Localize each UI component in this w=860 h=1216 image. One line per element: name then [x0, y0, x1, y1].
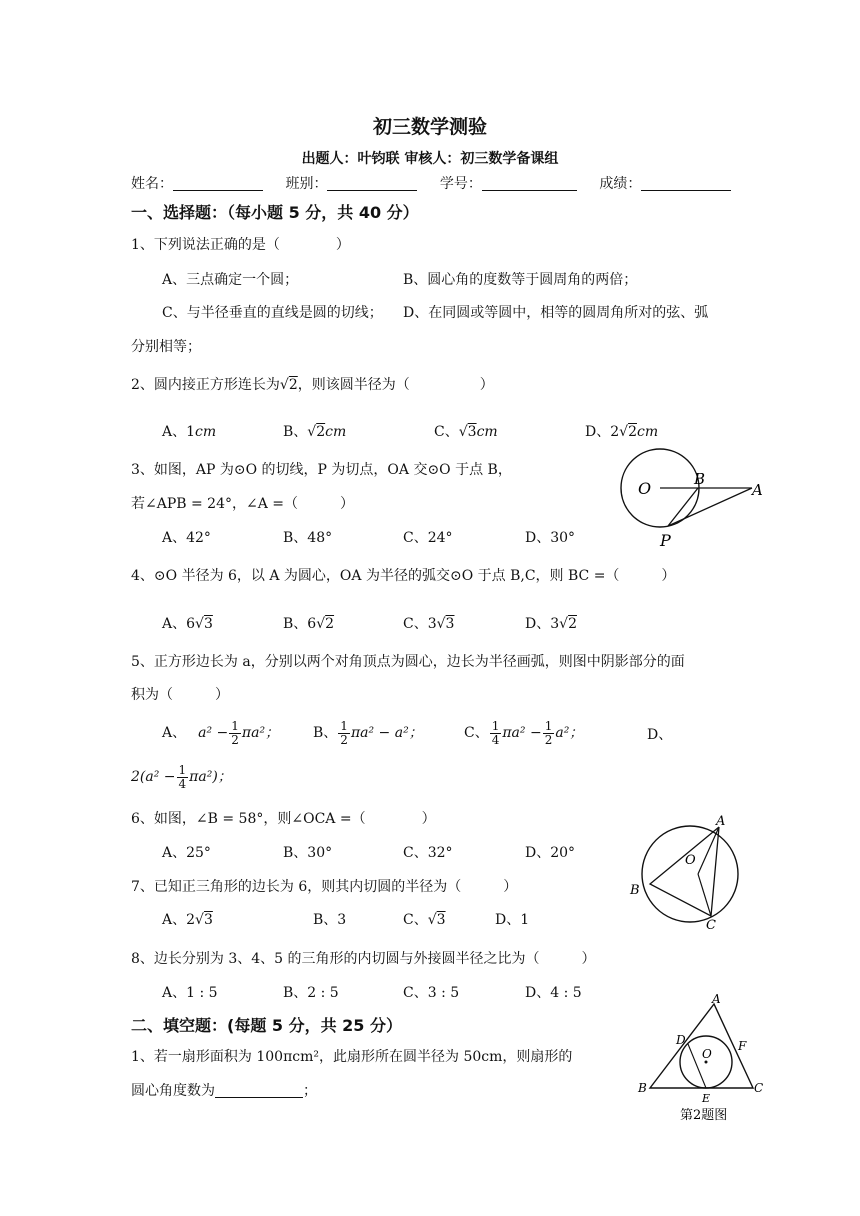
fill-q2-label-d: D — [676, 1033, 686, 1047]
fill-q1-line1: 1、若一扇形面积为 100πcm²，此扇形所在圆半径为 50cm，则扇形的 — [131, 1049, 573, 1065]
section-heading-fill: 二、填空题：(每题 5 分，共 25 分） — [131, 1016, 402, 1035]
student-id-label: 学号： — [439, 176, 482, 192]
q7-option-a[interactable]: A、2√3 — [162, 912, 213, 928]
q4-stem: 4、⊙O 半径为 6，以 A 为圆心，OA 为半径的弧交⊙O 于点 B,C，则 BC =（ ） — [131, 568, 676, 584]
q6-option-d[interactable]: D、20° — [525, 845, 576, 861]
q8-option-c[interactable]: C、3 : 5 — [403, 985, 460, 1001]
q2-option-c[interactable]: C、√3cm — [434, 424, 498, 440]
q3-label-o: O — [638, 479, 652, 498]
q3-stem-line2: 若∠APB = 24°，∠A =（ ） — [131, 496, 355, 512]
section-heading-choice: 一、选择题：（每小题 5 分，共 40 分） — [131, 203, 419, 222]
q1-option-b[interactable]: B、圆心角的度数等于圆周角的两倍； — [403, 272, 638, 288]
fill-q2-label-b: B — [638, 1081, 647, 1095]
q2-c-unit: cm — [476, 424, 498, 440]
q6-option-a[interactable]: A、25° — [162, 845, 211, 861]
q5-c-expr-1: πa² − — [502, 725, 542, 742]
class-blank[interactable] — [327, 176, 417, 191]
q5-b-frac-num: 1 — [340, 719, 348, 733]
q5-c-frac2-num: 1 — [544, 719, 553, 733]
q2-stem-end: ，则该圆半径为（ ） — [297, 377, 494, 393]
q5-a-label: A、 — [162, 725, 187, 742]
q5-d-frac-num: 1 — [178, 763, 187, 777]
q8-option-a[interactable]: A、1 : 5 — [162, 985, 218, 1001]
q5-a-expr-2: πa²； — [241, 725, 280, 742]
q4-option-d[interactable]: D、3√2 — [525, 616, 577, 632]
student-id-blank[interactable] — [482, 176, 577, 191]
q3-figure — [606, 446, 776, 552]
q8-option-d[interactable]: D、4 : 5 — [525, 985, 582, 1001]
q7-option-b[interactable]: B、3 — [313, 912, 347, 928]
authors-line: 出题人：叶钧联 审核人：初三数学备课组 — [301, 151, 559, 167]
q1-option-c[interactable]: C、与半径垂直的直线是圆的切线； — [162, 305, 383, 321]
q4-option-b[interactable]: B、6√2 — [283, 616, 335, 632]
q5-a-frac — [229, 720, 241, 746]
q7-option-d[interactable]: D、1 — [495, 912, 530, 928]
name-label: 姓名： — [131, 176, 173, 192]
q2-option-d[interactable]: D、2√2cm — [585, 424, 659, 440]
q8-option-b[interactable]: B、2 : 5 — [283, 985, 339, 1001]
q3-stem-line1: 3、如图，AP 为⊙O 的切线，P 为切点，OA 交⊙O 于点 B， — [131, 462, 512, 478]
q6-figure — [624, 810, 754, 932]
q5-b-frac — [338, 720, 350, 746]
q2-a-label: A、1 — [162, 424, 196, 440]
q3-label-b: B — [694, 470, 706, 488]
q5-c-frac1-den: 4 — [491, 732, 500, 747]
page-title: 初三数学测验 — [372, 116, 487, 138]
q8-stem: 8、边长分别为 3、4、5 的三角形的内切圆与外接圆半径之比为（ ） — [131, 951, 596, 967]
q5-d-expr-post: πa²)； — [189, 769, 232, 786]
q5-a-expr-1: a² − — [198, 725, 229, 742]
q4-a-label: A、6 — [162, 616, 196, 632]
q1-stem: 1、下列说法正确的是（ ） — [131, 237, 350, 253]
q5-c-frac1-num: 1 — [491, 719, 500, 733]
q5-a-frac-den: 2 — [231, 732, 239, 747]
fill-q2-label-c: C — [754, 1081, 764, 1095]
q6-triangle — [650, 827, 719, 916]
q3-option-b[interactable]: B、48° — [283, 530, 333, 546]
q5-c-expr-2: a²； — [555, 725, 584, 742]
q6-circle — [642, 826, 738, 922]
name-blank[interactable] — [173, 176, 263, 191]
fill-q2-label-a: A — [712, 992, 721, 1006]
q5-b-label: B、 — [313, 725, 338, 742]
fill-q1-line2-text: 圆心角度数为 — [131, 1083, 215, 1099]
fill-q2-caption: 第2题图 — [680, 1108, 728, 1123]
q4-option-a[interactable]: A、6√3 — [162, 616, 213, 632]
q6-label-b: B — [630, 883, 640, 898]
q5-b-expr: πa² − a²； — [350, 725, 423, 742]
q5-stem-line1: 5、正方形边长为 a，分别以两个对角顶点为圆心，边长为半径画弧，则图中阴影部分的面 — [131, 654, 685, 670]
q7-stem: 7、已知正三角形的边长为 6，则其内切圆的半径为（ ） — [131, 879, 518, 895]
fill-q1-line2-end: ； — [303, 1083, 317, 1099]
q1-option-d-continued: 分别相等； — [131, 339, 201, 355]
q3-tangent-pa — [668, 488, 752, 526]
fill-q2-label-e: E — [702, 1092, 711, 1105]
q5-d-frac-den: 4 — [178, 776, 187, 791]
q7-c-radicand: 3 — [436, 912, 446, 928]
q5-option-c[interactable] — [464, 720, 583, 746]
fill-q2-label-f: F — [738, 1039, 747, 1053]
q6-label-c: C — [706, 918, 716, 932]
q6-label-o: O — [685, 853, 696, 868]
q2-radicand: 2 — [288, 377, 298, 393]
q2-b-radicand: 2 — [316, 424, 326, 440]
class-label: 班别： — [285, 176, 328, 192]
q2-b-unit: cm — [325, 424, 347, 440]
q4-a-radicand: 3 — [203, 616, 213, 632]
q5-option-a[interactable] — [162, 720, 279, 746]
q2-c-radicand: 3 — [467, 424, 477, 440]
q7-a-radicand: 3 — [203, 912, 213, 928]
q5-c-label: C、 — [464, 725, 489, 742]
q5-a-frac-num: 1 — [231, 719, 239, 733]
q3-label-p: P — [660, 531, 671, 550]
q6-option-c[interactable]: C、32° — [403, 845, 453, 861]
q5-c-frac-2 — [543, 720, 555, 746]
q6-stem: 6、如图，∠B = 58°，则∠OCA =（ ） — [131, 811, 436, 827]
q2-stem-text: 2、圆内接正方形连长为 — [131, 377, 280, 393]
q2-stem: 2、圆内接正方形连长为√2，则该圆半径为（ ） — [131, 377, 494, 393]
q5-d-expr-pre: 2(a² − — [131, 769, 176, 786]
q4-c-label: C、3 — [403, 616, 437, 632]
fill-q2-label-o: O — [702, 1047, 712, 1061]
score-blank[interactable] — [641, 176, 731, 191]
q5-stem-line2: 积为（ ） — [131, 687, 229, 703]
score-label: 成绩： — [599, 176, 642, 192]
q4-b-radicand: 2 — [325, 616, 335, 632]
q7-option-c[interactable]: C、√3 — [403, 912, 446, 928]
q5-c-frac2-den: 2 — [544, 732, 553, 747]
q7-c-label: C、 — [403, 912, 428, 928]
q3-option-a[interactable]: A、42° — [162, 530, 211, 546]
q5-option-d[interactable] — [131, 764, 232, 790]
q4-option-c[interactable]: C、3√3 — [403, 616, 455, 632]
q1-option-d[interactable]: D、在同圆或等圆中，相等的圆周角所对的弦、弧 — [403, 305, 709, 321]
q4-b-label: B、6 — [283, 616, 317, 632]
student-info-row — [131, 176, 749, 191]
q1-option-a[interactable]: A、三点确定一个圆； — [162, 272, 299, 288]
q4-c-radicand: 3 — [445, 616, 455, 632]
q2-d-unit: cm — [636, 424, 659, 440]
q2-a-unit: cm — [195, 424, 217, 440]
q6-label-a: A — [716, 814, 726, 829]
q7-a-label: A、2 — [162, 912, 196, 928]
fill-q1-answer-blank[interactable] — [215, 1083, 303, 1098]
q3-option-d[interactable]: D、30° — [525, 530, 576, 546]
q2-c-label: C、 — [434, 424, 459, 440]
fill-q1-line2 — [131, 1083, 317, 1098]
fill-q2-figure — [632, 992, 770, 1124]
q4-d-radicand: 2 — [568, 616, 577, 632]
q6-option-b[interactable]: B、30° — [283, 845, 333, 861]
q2-option-b[interactable]: B、√2cm — [283, 424, 347, 440]
q4-d-label: D、3 — [525, 616, 560, 632]
q5-c-frac-1 — [490, 720, 502, 746]
q2-option-a[interactable] — [162, 425, 216, 439]
q2-b-label: B、 — [283, 424, 308, 440]
q3-label-a: A — [752, 481, 763, 499]
q3-option-c[interactable]: C、24° — [403, 530, 453, 546]
q2-d-label: D、2 — [585, 424, 620, 440]
q5-b-frac-den: 2 — [340, 732, 348, 747]
q5-d-frac — [177, 764, 189, 790]
q5-option-b[interactable] — [313, 720, 423, 746]
q2-d-radicand: 2 — [628, 424, 637, 440]
q5-option-d-label[interactable]: D、 — [647, 727, 673, 743]
